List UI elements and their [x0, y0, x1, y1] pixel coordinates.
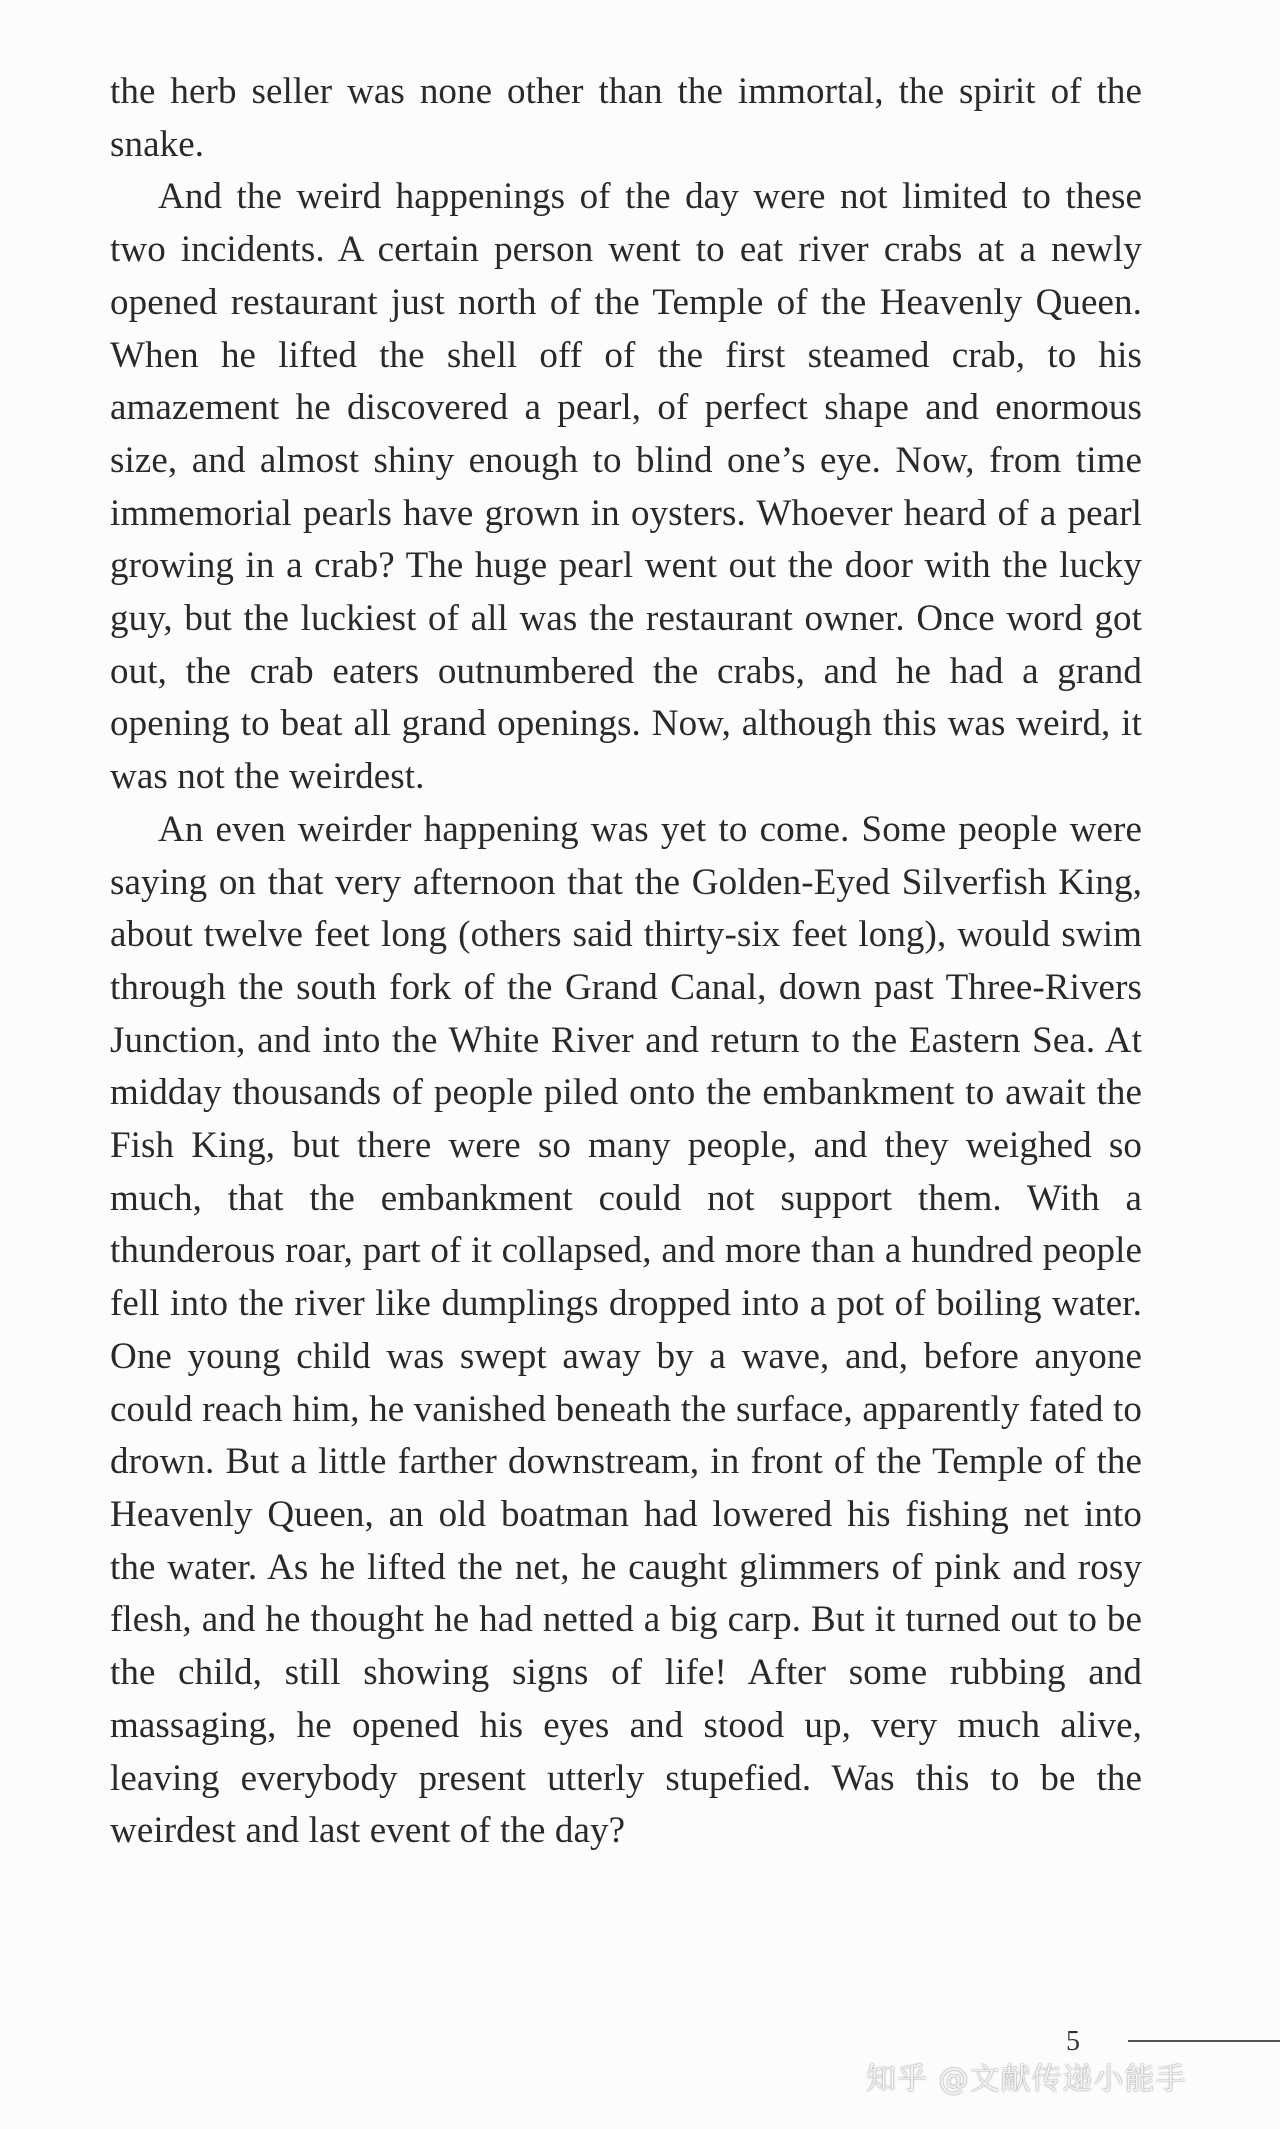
paragraph-1: the herb seller was none other than the immortal, the spirit of the snake. [110, 71, 1142, 165]
footer-rule [1128, 2040, 1280, 2042]
body-text [110, 66, 1142, 1858]
watermark: 知乎 @文献传递小能手 [866, 2062, 1187, 2097]
paragraph-2: And the weird happenings of the day were not limited to these two incidents. A certain person went to eat river crabs at a newly opened restaurant just north of the Temple of the Heavenly Queen. When he lifted the shell off of the first steamed crab, to his amazement he discovered a pearl, of perfect shape and enormous size, and almost shiny enough to blind one’s eye. Now, from time immemorial pearls have grown in oysters. Whoever heard of a pearl growing in a crab? The huge pearl went out the door with the lucky guy, but the luckiest of all was the restaurant owner. Once word got out, the crab eaters outnumbered the crabs, and he had a grand opening to beat all grand openings. Now, although this was weird, it was not the weirdest. [110, 176, 1142, 798]
paragraph-3: An even weirder happening was yet to come. Some people were saying on that very afternoon that the Golden-Eyed Silverfish King, about twelve feet long (others said thirty-six feet long), would swim through the south fork of the Grand Canal, down past Three-Rivers Junction, and into the White River and return to the Eastern Sea. At midday thousands of people piled onto the embankment to await the Fish King, but there were so many people, and they weighed so much, that the embankment could not support them. With a thunderous roar, part of it collapsed, and more than a hundred people fell into the river like dumplings dropped into a pot of boiling water. One young child was swept away by a wave, and, before anyone could reach him, he vanished beneath the surface, apparently fated to drown. But a little farther downstream, in front of the Temple of the Heavenly Queen, an old boatman had lowered his fishing net into the water. As he lifted the net, he caught glimmers of pink and rosy flesh, and he thought he had netted a big carp. But it turned out to be the child, still showing signs of life! After some rubbing and massaging, he opened his eyes and stood up, very much alive, leaving everybody present utterly stupefied. Was this to be the weirdest and last event of the day? [110, 808, 1142, 1852]
page-number: 5 [1066, 2026, 1080, 2057]
